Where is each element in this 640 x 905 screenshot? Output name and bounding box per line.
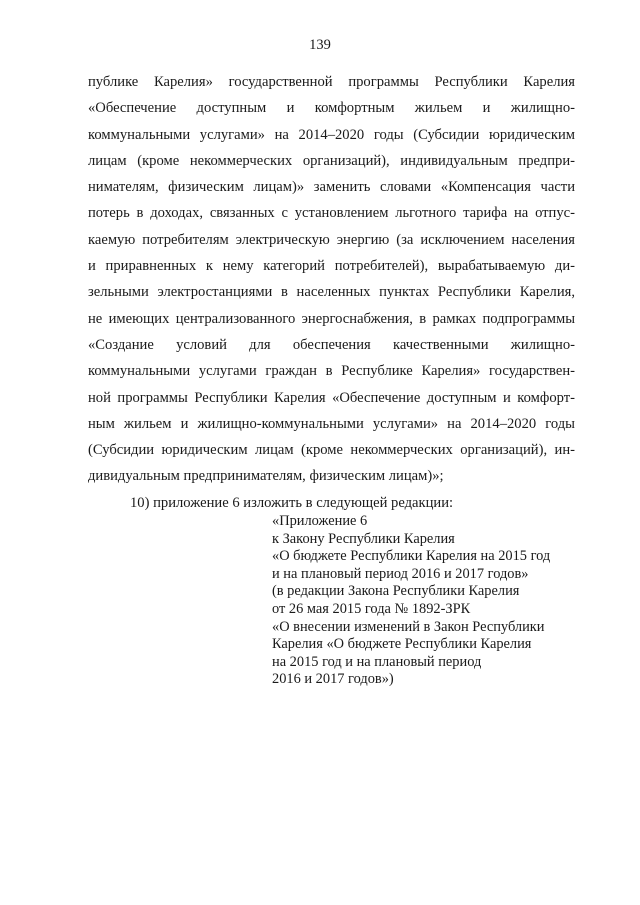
- page-number: 139: [309, 37, 331, 53]
- annex-line: «О внесении изменений в Закон Республики: [272, 618, 545, 635]
- annex-line: на 2015 год и на плановый период: [272, 653, 482, 670]
- annex-line: от 26 мая 2015 года № 1892-ЗРК: [272, 600, 471, 617]
- annex-line: и на плановый период 2016 и 2017 годов»: [272, 565, 529, 582]
- body-line: «Создание условий для обеспечения качественными жилищно-: [88, 336, 575, 353]
- body-line: коммунальными услугами» на 2014–2020 годы (Субсидии юридическим: [88, 126, 575, 143]
- body-line: дивидуальным предпринимателям, физическим лицам)»;: [88, 468, 444, 485]
- body-line: не имеющих централизованного энергоснабжения, в рамках подпрограммы: [88, 310, 575, 327]
- annex-header-block: [272, 513, 582, 689]
- annex-line: 2016 и 2017 годов»): [272, 671, 394, 688]
- body-line: ным жильем и жилищно-коммунальными услугами» на 2014–2020 годы: [88, 415, 575, 432]
- annex-line: «О бюджете Республики Карелия на 2015 год: [272, 548, 551, 565]
- body-line: «Обеспечение доступным и комфортным жильем и жилищно-: [88, 100, 575, 117]
- annex-line: к Закону Республики Карелия: [272, 530, 455, 547]
- annex-line: Карелия «О бюджете Республики Карелия: [272, 636, 532, 653]
- body-line: (Субсидии юридическим лицам (кроме некоммерческих организаций), ин-: [88, 442, 575, 459]
- body-line: лицам (кроме некоммерческих организаций), индивидуальным предпри-: [88, 152, 575, 169]
- body-line: публике Карелия» государственной программы Республики Карелия: [88, 74, 575, 90]
- body-line: и приравненных к нему категорий потребителей), вырабатываемую ди-: [88, 258, 575, 275]
- body-line: ной программы Республики Карелия «Обеспечение доступным и комфорт-: [88, 389, 575, 406]
- body-line: каемую потребителям электрическую энергию (за исключением населения: [88, 231, 575, 248]
- body-line: потерь в доходах, связанных с установлением льготного тарифа на отпус-: [88, 205, 575, 222]
- amendment-item-10: 10) приложение 6 изложить в следующей редакции:: [130, 494, 454, 511]
- body-line: зельными электростанциями в населенных пунктах Республики Карелия,: [88, 284, 575, 301]
- annex-line: «Приложение 6: [272, 513, 368, 529]
- body-line: нимателям, физическим лицам)» заменить словами «Компенсация части: [88, 179, 575, 196]
- annex-line: (в редакции Закона Республики Карелия: [272, 583, 520, 600]
- body-line: коммунальными услугами граждан в Республике Карелия» государствен-: [88, 363, 575, 380]
- body-text: [88, 69, 575, 516]
